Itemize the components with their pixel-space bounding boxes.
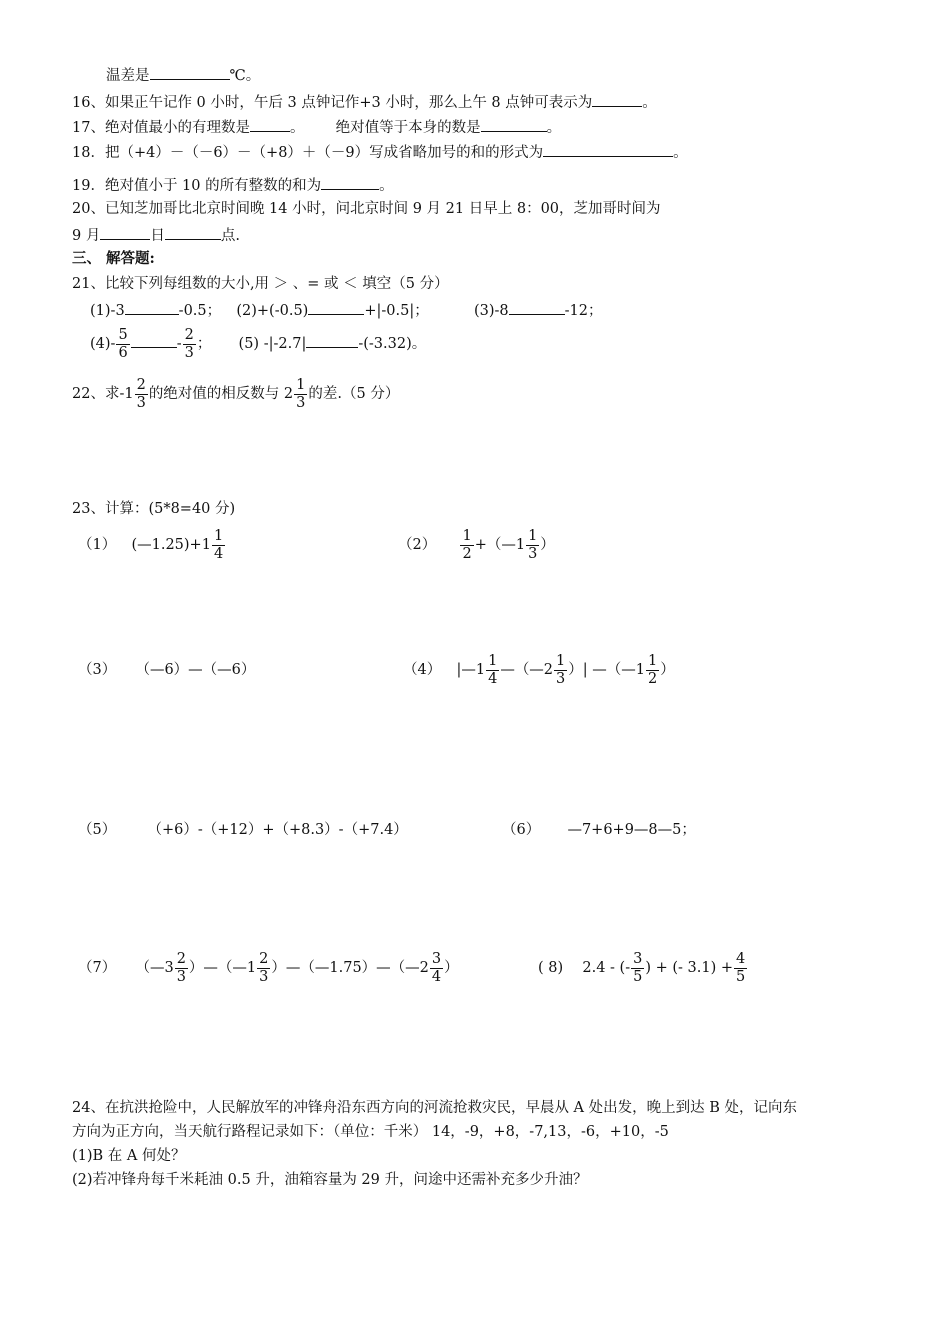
- fraction: $\frac{1}{4}$: [213, 527, 224, 562]
- q21-row1: [90, 299, 602, 321]
- answer-blank[interactable]: [321, 174, 379, 190]
- q24-sub1: (1)B 在 A 何处？: [72, 1148, 186, 1164]
- q22-post: 的差.（5 分）: [308, 386, 400, 402]
- q19-text: 19．绝对值小于 10 的所有整数的和为: [72, 178, 322, 194]
- expr: ）| —（—1: [568, 662, 646, 678]
- q24-line1: 24、在抗洪抢险中，人民解放军的冲锋舟沿东西方向的河流抢救灾民，早晨从 A 处出发，晚上到达 B 处，记向东: [72, 1100, 798, 1116]
- fraction: $\frac{2}{3}$: [184, 326, 194, 361]
- fraction: $\frac{1}{2}$: [462, 527, 472, 562]
- q20-day: 日: [150, 228, 165, 244]
- fraction: $\frac{5}{6}$: [118, 326, 128, 361]
- item-label: ( 8): [538, 960, 564, 976]
- answer-blank[interactable]: [306, 332, 358, 348]
- q16-text: 16、如果正午记作 0 小时，午后 3 点钟记作+3 小时，那么上午 8 点钟可表示为: [72, 95, 593, 111]
- expr: ）: [660, 662, 675, 678]
- q23-item6: [502, 820, 696, 840]
- q15-prefix: 温差是: [106, 68, 150, 84]
- q17-line: [72, 116, 561, 138]
- answer-blank[interactable]: [592, 91, 642, 107]
- fraction: $\frac{3}{5}$: [633, 950, 643, 985]
- q21-p1b: -0.5；: [178, 303, 222, 319]
- answer-blank[interactable]: [308, 299, 364, 315]
- q23-item8: [538, 950, 748, 986]
- q18-suffix: 。: [673, 145, 688, 161]
- q16-line: [72, 91, 657, 113]
- item-label: （3）: [78, 662, 117, 678]
- fraction: $\frac{3}{4}$: [431, 950, 442, 985]
- expr: （+6）-（+12）+（+8.3）-（+7.4）: [147, 822, 408, 838]
- fraction: $\frac{2}{3}$: [136, 376, 146, 411]
- q19-line: [72, 174, 394, 196]
- q21-p3: (3)-8: [473, 303, 509, 319]
- q23-item3: [78, 652, 255, 688]
- q21-p4-end: ；: [196, 336, 212, 352]
- item-label: （7）: [78, 960, 117, 976]
- answer-blank[interactable]: [250, 116, 290, 132]
- item-label: （5）: [78, 822, 117, 838]
- item-label: （2）: [398, 537, 437, 553]
- item-label: （4）: [403, 662, 442, 678]
- q21-p5: (5) -|-2.7|: [238, 336, 307, 352]
- q21-p4-mid: -: [176, 336, 182, 352]
- q21-p5b: -(-3.32)。: [358, 336, 427, 352]
- q17-text1: 17、绝对值最小的有理数是: [72, 120, 250, 136]
- expr: ）: [444, 960, 459, 976]
- answer-blank[interactable]: [509, 299, 565, 315]
- expr: （—6）—（—6）: [135, 662, 256, 678]
- answer-blank[interactable]: [481, 116, 547, 132]
- q24-sub2: (2)若冲锋舟每千米耗油 0.5 升，油箱容量为 29 升，问途中还需补充多少升油？: [72, 1172, 588, 1188]
- answer-blank[interactable]: [131, 332, 177, 348]
- fraction: $\frac{1}{4}$: [488, 652, 498, 687]
- q22-pre: 22、求-1: [72, 386, 134, 402]
- answer-blank[interactable]: [100, 224, 150, 240]
- expr: （—3: [135, 960, 174, 976]
- q19-suffix: 。: [379, 178, 394, 194]
- expr: —7+6+9—8—5；: [567, 822, 696, 838]
- expr: —（—2: [500, 662, 554, 678]
- section-title: 三、 解答题:: [72, 250, 155, 267]
- item-label: （6）: [502, 822, 541, 838]
- q21-p1: (1)-3: [90, 303, 125, 319]
- q23-item5: [78, 820, 408, 840]
- q23-item1: [78, 527, 226, 563]
- expr: (—1.25)+1: [131, 537, 211, 553]
- q21-p4: (4)-: [90, 336, 116, 352]
- q20-line2: [72, 224, 240, 246]
- fraction: $\frac{2}{3}$: [259, 950, 269, 985]
- q20-month: 9 月: [72, 228, 101, 244]
- expr: ) + (- 3.1) +: [645, 960, 734, 976]
- expr: ）—（—1.75）—（—2: [271, 960, 429, 976]
- q21-intro: 21、比较下列每组数的大小,用 ＞ 、= 或 ＜ 填空（5 分）: [72, 276, 449, 292]
- fraction: $\frac{4}{5}$: [736, 950, 746, 985]
- q23-intro: 23、计算：(5*8=40 分): [72, 501, 236, 517]
- q22-mid: 的绝对值的相反数与 2: [148, 386, 294, 402]
- fraction: $\frac{1}{3}$: [528, 527, 538, 562]
- q18-line: [72, 141, 688, 163]
- q15-line: [106, 64, 260, 86]
- q16-suffix: 。: [642, 95, 657, 111]
- q15-suffix: ℃。: [229, 68, 261, 84]
- expr: +（—1: [474, 537, 526, 553]
- expr: ）: [540, 537, 555, 553]
- q23-item4: [403, 652, 675, 688]
- fraction: $\frac{1}{3}$: [556, 652, 566, 687]
- q23-item2: [398, 527, 555, 563]
- expr: |—1: [456, 662, 486, 678]
- expr: 2.4 - (-: [582, 960, 631, 976]
- item-label: （1）: [78, 537, 117, 553]
- answer-blank[interactable]: [543, 141, 673, 157]
- q18-text: 18．把（+4）－（－6）－（+8）＋（－9）写成省略加号的和的形式为: [72, 145, 544, 161]
- answer-blank[interactable]: [150, 64, 230, 80]
- answer-blank[interactable]: [125, 299, 179, 315]
- q21-row2: [90, 326, 426, 362]
- q17-sep: 。: [289, 120, 305, 136]
- q24-line2: 方向为正方向，当天航行路程记录如下：（单位：千米） 14，-9，+8，-7,13，-6，+10，-5: [72, 1124, 669, 1140]
- q17-text2: 绝对值等于本身的数是: [335, 120, 481, 136]
- q21-p3b: -12；: [564, 303, 603, 319]
- answer-blank[interactable]: [165, 224, 221, 240]
- q21-p2b: +|-0.5|；: [364, 303, 429, 319]
- fraction: $\frac{2}{3}$: [176, 950, 186, 985]
- q21-p2: (2)+(-0.5): [236, 303, 309, 319]
- q23-item7: [78, 950, 459, 986]
- q20-hour: 点.: [220, 228, 240, 244]
- fraction: $\frac{1}{2}$: [648, 652, 658, 687]
- expr: ）—（—1: [188, 960, 257, 976]
- fraction: $\frac{1}{3}$: [296, 376, 306, 411]
- q17-suffix: 。: [546, 120, 562, 136]
- q22-line: [72, 376, 399, 412]
- q20-line1: 20、已知芝加哥比北京时间晚 14 小时，问北京时间 9 月 21 日早上 8：00，芝加哥时间为: [72, 201, 661, 217]
